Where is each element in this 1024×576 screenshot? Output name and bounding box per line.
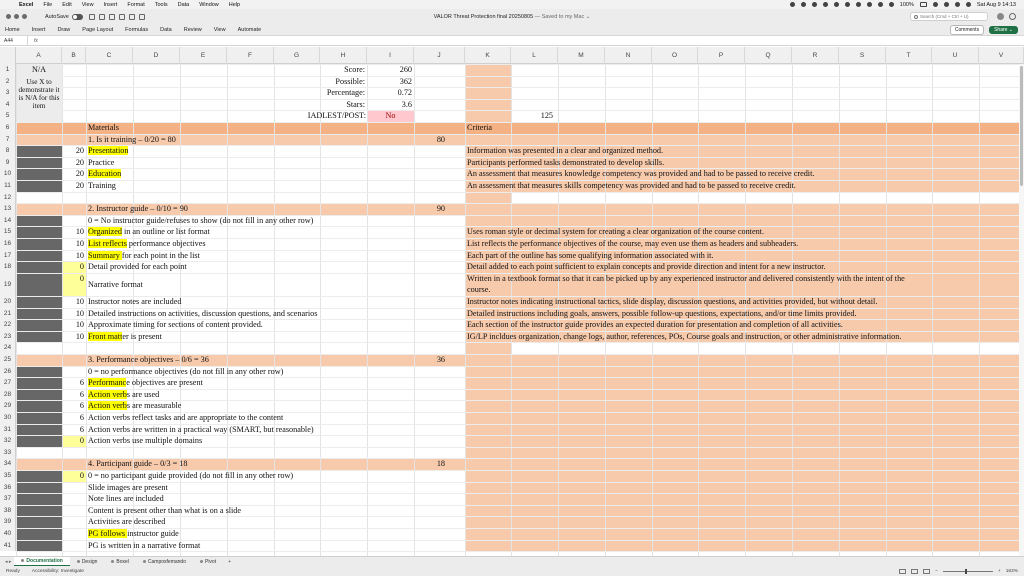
row-header-31[interactable]: 31 <box>0 424 16 436</box>
tab-home[interactable]: Home <box>5 26 20 33</box>
zoom-slider[interactable] <box>943 571 993 572</box>
criteria-header[interactable]: Criteria <box>467 123 493 132</box>
zoom-window-button[interactable] <box>22 14 27 19</box>
spotlight-icon[interactable] <box>944 2 949 7</box>
column-header-b[interactable]: B <box>62 47 86 64</box>
grid-row-line <box>16 389 1024 390</box>
sheet-icon <box>200 560 203 563</box>
score-cell[interactable]: 6 <box>79 424 84 434</box>
possible-value[interactable]: 362 <box>399 76 412 86</box>
score-cell[interactable]: 6 <box>79 389 84 399</box>
row-header-40[interactable]: 40 <box>0 528 16 540</box>
status-app-icon[interactable] <box>878 2 883 7</box>
section-title[interactable]: 3. Performance objectives – 0/6 = 36 <box>88 355 209 364</box>
row-header-7[interactable]: 7 <box>0 134 16 146</box>
material-item[interactable] <box>88 400 181 412</box>
grid-row-line <box>16 99 1024 100</box>
menu-tools[interactable]: Tools <box>154 1 168 8</box>
grid-row-line <box>16 87 1024 88</box>
row-header-30[interactable]: 30 <box>0 412 16 424</box>
highlighted-keyword: List reflects <box>88 239 127 248</box>
control-center-icon[interactable] <box>955 2 960 7</box>
grid-row-line <box>16 192 1024 193</box>
status-menu-area <box>790 2 1024 8</box>
tab-automate[interactable]: Automate <box>237 26 262 33</box>
criteria-text[interactable]: Detail added to each point sufficient to explain concepts and provide direction and intent for a new instructor. <box>467 262 826 272</box>
column-header-n[interactable]: N <box>605 47 652 64</box>
sheet-icon <box>111 560 114 563</box>
column-header-e[interactable]: E <box>180 47 227 64</box>
column-headers <box>0 47 1024 64</box>
material-item[interactable]: Practice <box>88 157 115 167</box>
row-header-17[interactable]: 17 <box>0 250 16 262</box>
cell-text: performance objectives <box>126 239 206 248</box>
grid-row-line <box>16 516 1024 517</box>
row-header-19[interactable]: 19 <box>0 273 16 296</box>
tab-insert[interactable]: Insert <box>31 26 46 33</box>
status-app-icon[interactable] <box>790 2 795 7</box>
tab-review[interactable]: Review <box>183 26 202 33</box>
row-header-1[interactable]: 1 <box>0 64 16 76</box>
score-cell[interactable]: 10 <box>75 239 84 248</box>
sheet-tab-label: Pivot <box>204 558 217 565</box>
material-item-education[interactable] <box>88 168 121 180</box>
sheet-tab-pivot[interactable] <box>193 559 223 565</box>
score-cell[interactable]: 6 <box>79 378 84 388</box>
sheet-nav-arrows[interactable]: ◂ ▸ <box>5 558 12 565</box>
headphones-icon[interactable] <box>845 2 850 7</box>
row-header-26[interactable]: 26 <box>0 366 16 378</box>
material-item[interactable] <box>88 389 159 401</box>
cell-text: s are measurable <box>126 401 182 411</box>
materials-header-row-fill <box>16 122 1024 134</box>
criteria-area-fill <box>465 192 511 204</box>
column-header-h[interactable]: H <box>320 47 367 64</box>
criteria-text[interactable]: Participants performed tasks demonstrated to develop skills. <box>467 157 665 167</box>
page-layout-view-icon[interactable] <box>911 569 918 574</box>
column-header-u[interactable]: U <box>932 47 979 64</box>
row-header-18[interactable]: 18 <box>0 261 16 273</box>
highlighted-keyword: PG follows <box>88 529 128 538</box>
function-icon[interactable]: fx <box>34 37 38 44</box>
row-header-4[interactable]: 4 <box>0 99 16 111</box>
more-icon[interactable] <box>139 14 145 20</box>
material-item[interactable] <box>88 238 206 250</box>
status-app-icon[interactable] <box>867 2 872 7</box>
material-item[interactable]: Action verbs are written in a practical way (SMART, but reasonable) <box>88 424 314 434</box>
sheet-icon <box>77 560 80 563</box>
ribbon-tabs <box>0 24 1024 36</box>
menu-view[interactable]: View <box>81 1 94 8</box>
document-name[interactable]: VALOR Threat Protection final 20250805 <box>433 13 534 20</box>
section-total[interactable]: 80 <box>436 134 445 144</box>
sheet-tab-label: Boxel <box>116 558 129 565</box>
row-header-6[interactable]: 6 <box>0 122 16 134</box>
search-icon <box>914 15 918 19</box>
column-header-o[interactable]: O <box>652 47 698 64</box>
menu-data[interactable]: Data <box>177 1 190 8</box>
iadlest-value[interactable]: No <box>385 111 396 121</box>
grid-row-line <box>16 493 1024 494</box>
column-header-m[interactable]: M <box>558 47 605 64</box>
save-icon[interactable] <box>99 14 105 20</box>
row-header-33[interactable]: 33 <box>0 447 16 459</box>
material-item[interactable] <box>88 226 210 238</box>
row-header-12[interactable]: 12 <box>0 192 16 204</box>
vertical-scrollbar[interactable] <box>1019 64 1024 556</box>
column-header-v[interactable]: V <box>979 47 1024 64</box>
ribbon-actions <box>950 25 1024 35</box>
criteria-header-fill <box>465 64 511 122</box>
material-item[interactable] <box>88 377 203 389</box>
tab-view[interactable]: View <box>213 26 226 33</box>
cell-text: in an outline or list format <box>121 227 210 237</box>
sheet-tab-label: Camposfemando <box>147 558 186 565</box>
status-app-icon[interactable] <box>834 2 839 7</box>
row-header-13[interactable]: 13 <box>0 203 16 215</box>
cell-l5[interactable]: 125 <box>540 111 553 121</box>
row-header-24[interactable]: 24 <box>0 342 16 354</box>
mac-menu-bar <box>0 0 1024 9</box>
row-header-14[interactable]: 14 <box>0 215 16 227</box>
grid-row-line <box>16 342 1024 343</box>
column-header-q[interactable]: Q <box>745 47 792 64</box>
section-title[interactable]: 2. Instructor guide – 0/10 = 90 <box>88 204 188 214</box>
select-all-corner[interactable] <box>0 47 16 64</box>
score-label[interactable]: Score: <box>344 65 365 74</box>
material-item[interactable]: Slide images are present <box>88 482 168 492</box>
highlighted-keyword: Action verb <box>88 401 127 411</box>
column-header-c[interactable]: C <box>86 47 133 64</box>
materials-header[interactable]: Materials <box>88 123 119 132</box>
account-avatar[interactable] <box>997 13 1004 20</box>
zoom-level[interactable]: 163% <box>1005 568 1018 574</box>
cell-text: e objectives are present <box>126 378 203 388</box>
section-title[interactable]: 4. Participant guide – 0/3 = 18 <box>88 459 188 469</box>
material-item[interactable]: 0 = no participant guide provided (do not fill in any other row) <box>88 471 294 480</box>
status-app-icon[interactable] <box>856 2 861 7</box>
row-header-5[interactable]: 5 <box>0 110 16 122</box>
page-break-view-icon[interactable] <box>923 569 930 574</box>
battery-percent: 100% <box>899 1 914 8</box>
criteria-text[interactable]: Detailed instructions including goals, answers, possible follow-up questions, expectations, and/or time limits provided. <box>467 308 857 318</box>
share-button[interactable]: Share ⌄ <box>989 26 1018 34</box>
scrollbar-thumb[interactable] <box>1020 66 1023 186</box>
menu-format[interactable]: Format <box>127 1 145 8</box>
material-item[interactable] <box>88 250 200 262</box>
redo-icon[interactable] <box>129 14 135 20</box>
criteria-text[interactable]: Each section of the instructor guide provides an expected duration for presentation and completion of all activities. <box>467 320 843 330</box>
name-box[interactable]: A44 <box>0 36 28 45</box>
tab-data[interactable]: Data <box>160 26 172 33</box>
criteria-text[interactable]: IG/LP incldues organization, change logs, author, references, POs, Course goals and instruction, or other administrative information. <box>467 331 902 341</box>
material-item[interactable]: Narrative format <box>88 279 143 289</box>
score-cell[interactable]: 0 <box>79 262 84 272</box>
sheet-tab-label: Design <box>81 558 98 565</box>
add-sheet-button[interactable]: + <box>228 558 232 565</box>
row-header-21[interactable]: 21 <box>0 308 16 320</box>
score-cell[interactable]: 20 <box>75 181 84 190</box>
score-cell[interactable]: 10 <box>75 308 84 318</box>
print-icon[interactable] <box>109 14 115 20</box>
material-item[interactable]: Detailed instructions on activities, discussion questions, and scenarios <box>88 308 318 318</box>
status-app-icon[interactable] <box>812 2 817 7</box>
material-item[interactable]: Training <box>88 181 116 190</box>
status-ready: Ready <box>6 568 20 574</box>
score-cell[interactable]: 0 <box>79 273 84 283</box>
score-cell[interactable]: 10 <box>75 227 84 237</box>
row-header-8[interactable]: 8 <box>0 145 16 157</box>
material-item[interactable]: Detail provided for each point <box>88 262 187 272</box>
autosave-control <box>45 14 83 20</box>
window-title-bar <box>0 9 1024 24</box>
close-window-button[interactable] <box>6 14 11 19</box>
row-header-37[interactable]: 37 <box>0 493 16 505</box>
column-header-s[interactable]: S <box>839 47 886 64</box>
material-item[interactable]: Note lines are included <box>88 494 164 504</box>
stars-value[interactable]: 3.6 <box>401 99 412 109</box>
criteria-text[interactable]: Instructor notes indicating instructional tactics, slide display, discussion questions, and activities provided, but without detail. <box>467 297 878 306</box>
menu-edit[interactable]: Edit <box>62 1 72 8</box>
material-item[interactable]: PG is written in a narrative format <box>88 540 201 550</box>
undo-icon[interactable] <box>119 14 125 20</box>
grid-row-line <box>16 76 1024 77</box>
quick-access-toolbar <box>89 14 145 20</box>
row-header-10[interactable]: 10 <box>0 168 16 180</box>
menu-insert[interactable]: Insert <box>103 1 118 8</box>
siri-icon[interactable] <box>966 2 971 7</box>
criteria-text[interactable]: An assessment that measures skills competency was provided and had to be passed to receive credit. <box>467 181 796 190</box>
zoom-out-icon[interactable]: − <box>935 568 938 574</box>
settings-icon[interactable] <box>1009 13 1016 20</box>
score-cell[interactable]: 0 <box>79 471 84 480</box>
sheet-tab-design[interactable] <box>70 559 105 565</box>
section-total[interactable]: 36 <box>436 355 445 364</box>
grid-row-line <box>16 122 1024 123</box>
material-item[interactable]: Instructor notes are included <box>88 297 182 306</box>
view-controls <box>899 569 1024 574</box>
cell-text: for each point in the list <box>121 250 200 260</box>
grid-row-line <box>16 551 1024 552</box>
row-header-36[interactable]: 36 <box>0 482 16 494</box>
row-header-35[interactable]: 35 <box>0 470 16 482</box>
row-header-28[interactable]: 28 <box>0 389 16 401</box>
accessibility-status[interactable]: Accessibility: Investigate <box>31 568 84 574</box>
column-header-t[interactable]: T <box>886 47 932 64</box>
sheet-tab-bar <box>0 556 1024 566</box>
row-header-32[interactable]: 32 <box>0 435 16 447</box>
material-item[interactable]: 0 = No instructor guide/refuses to show (do not fill in any other row) <box>88 215 314 225</box>
score-cell[interactable]: 10 <box>75 320 84 330</box>
row-header-22[interactable]: 22 <box>0 319 16 331</box>
criteria-text[interactable]: List reflects the performance objectives of the course, may even use them as headers and subheaders. <box>467 239 799 248</box>
column-header-r[interactable]: R <box>792 47 839 64</box>
column-header-g[interactable]: G <box>274 47 320 64</box>
sheet-tab-camposfemando[interactable] <box>136 559 193 565</box>
na-column-fill <box>16 215 62 343</box>
criteria-area-fill <box>465 342 511 354</box>
score-cell[interactable]: 20 <box>75 146 84 156</box>
row-header-3[interactable]: 3 <box>0 87 16 99</box>
material-item[interactable]: Action verbs use multiple domains <box>88 436 203 446</box>
section-title[interactable]: 1. Is it training – 0/20 = 80 <box>88 134 176 144</box>
column-header-i[interactable]: I <box>367 47 414 64</box>
material-item[interactable]: 0 = no performance objectives (do not fill in any other row) <box>88 366 284 376</box>
score-cell[interactable]: 10 <box>75 250 84 260</box>
grid-row-line <box>16 447 1024 448</box>
zoom-in-icon[interactable]: + <box>997 568 1001 574</box>
status-app-icon[interactable] <box>889 2 894 7</box>
row-header-34[interactable]: 34 <box>0 458 16 470</box>
criteria-text[interactable]: An assessment that measures knowledge competency was provided and had to be passed to receive credit. <box>467 169 815 179</box>
save-status[interactable]: — Saved to my Mac ⌄ <box>534 13 591 20</box>
column-header-l[interactable]: L <box>511 47 558 64</box>
material-item[interactable] <box>88 528 179 540</box>
formula-bar <box>0 36 1024 46</box>
highlighted-keyword: Action verb <box>88 389 127 399</box>
bluetooth-icon[interactable] <box>823 2 828 7</box>
column-header-f[interactable]: F <box>227 47 274 64</box>
document-title <box>0 14 1024 20</box>
minimize-window-button[interactable] <box>14 14 19 19</box>
material-item[interactable]: Activities are described <box>88 517 166 527</box>
tab-page-layout[interactable]: Page Layout <box>82 26 114 33</box>
criteria-text[interactable]: Information was presented in a clear and organized method. <box>467 146 664 156</box>
column-header-p[interactable]: P <box>698 47 745 64</box>
worksheet-grid[interactable] <box>0 47 1024 556</box>
grid-row-line <box>16 64 1024 65</box>
menu-file[interactable]: File <box>43 1 53 8</box>
sheet-tab-label: Documentation <box>26 557 63 564</box>
score-value[interactable]: 260 <box>399 65 412 74</box>
column-header-a[interactable]: A <box>16 47 62 64</box>
section-total[interactable]: 90 <box>436 204 445 214</box>
highlighted-keyword: Performanc <box>88 378 127 388</box>
score-cell[interactable]: 6 <box>79 401 84 411</box>
wifi-icon[interactable] <box>933 2 938 7</box>
material-item[interactable]: Action verbs reflect tasks and are appropriate to the content <box>88 413 284 422</box>
home-icon[interactable] <box>89 14 95 20</box>
material-item[interactable]: Approximate timing for sections of content provided. <box>88 320 263 330</box>
criteria-text[interactable]: course. <box>467 285 491 295</box>
autosave-label: AutoSave <box>45 13 69 20</box>
search-box[interactable] <box>910 12 988 21</box>
row-header-29[interactable]: 29 <box>0 400 16 412</box>
highlighted-keyword: Organized <box>88 227 122 237</box>
menu-window[interactable]: Window <box>199 1 219 8</box>
sheet-icon <box>143 560 146 563</box>
row-header-16[interactable]: 16 <box>0 238 16 250</box>
sheet-icon <box>21 559 24 562</box>
score-cell[interactable]: 10 <box>75 331 84 341</box>
material-item[interactable]: Content is present other than what is on a slide <box>88 505 242 515</box>
battery-icon[interactable] <box>920 2 927 7</box>
search-placeholder: Search (Cmd + Ctrl + U) <box>920 14 969 19</box>
normal-view-icon[interactable] <box>899 569 906 574</box>
window-controls <box>0 14 27 19</box>
row-header-39[interactable]: 39 <box>0 516 16 528</box>
menu-app-name[interactable]: Excel <box>19 1 34 8</box>
cell-a1-na[interactable]: N/A <box>31 65 47 74</box>
score-cell[interactable]: 6 <box>79 413 84 422</box>
row-header-23[interactable]: 23 <box>0 331 16 343</box>
column-header-j[interactable]: J <box>414 47 465 64</box>
criteria-text[interactable]: Written in a textbook format so that it can be picked up by any experienced instructor and delivered consistently with the intent of the <box>467 273 905 283</box>
cell-text: instructor guide <box>127 529 179 538</box>
criteria-text[interactable]: Each part of the outline has some qualifying information associated with it. <box>467 250 714 260</box>
highlighted-keyword: Front matt <box>88 331 123 341</box>
score-cell[interactable]: 10 <box>75 297 84 306</box>
percentage-value[interactable]: 0.72 <box>397 88 412 98</box>
sheet-tab-documentation[interactable] <box>14 557 69 567</box>
status-app-icon[interactable] <box>801 2 806 7</box>
row-header-11[interactable]: 11 <box>0 180 16 192</box>
row-header-15[interactable]: 15 <box>0 226 16 238</box>
row-header-2[interactable]: 2 <box>0 76 16 88</box>
cell-text: er is present <box>122 331 162 341</box>
sheet-tab-boxel[interactable] <box>104 559 136 565</box>
autosave-toggle[interactable] <box>72 14 83 20</box>
possible-label[interactable]: Possible: <box>335 76 365 86</box>
cell-text: s are used <box>126 389 160 399</box>
column-header-k[interactable]: K <box>465 47 511 64</box>
row-header-9[interactable]: 9 <box>0 157 16 169</box>
highlighted-keyword: Education <box>88 169 122 179</box>
percentage-label[interactable]: Percentage: <box>326 88 365 98</box>
row-header-20[interactable]: 20 <box>0 296 16 308</box>
row-header-41[interactable]: 41 <box>0 540 16 552</box>
row-header-38[interactable]: 38 <box>0 505 16 517</box>
menu-help[interactable]: Help <box>228 1 241 8</box>
highlighted-keyword: Summary <box>88 250 122 260</box>
tab-formulas[interactable]: Formulas <box>125 26 149 33</box>
section-total[interactable]: 18 <box>436 459 445 469</box>
clock[interactable]: Sat Aug 9 14:13 <box>976 1 1016 8</box>
material-item[interactable] <box>88 331 162 343</box>
column-header-d[interactable]: D <box>133 47 180 64</box>
status-bar <box>0 566 1024 576</box>
material-item-presentation[interactable] <box>88 145 128 157</box>
score-cell[interactable]: 0 <box>79 436 84 446</box>
tab-draw[interactable]: Draw <box>57 26 71 33</box>
stars-label[interactable]: Stars: <box>346 99 365 109</box>
iadlest-label[interactable]: IADLEST/POST: <box>307 111 366 121</box>
criteria-text[interactable]: Uses roman style or decimal system for creating a clear organization of the course content. <box>467 227 764 237</box>
comments-button[interactable]: Comments <box>950 25 984 35</box>
highlighted-keyword: Presentation <box>88 146 129 156</box>
score-cell[interactable]: 20 <box>75 157 84 167</box>
row-header-27[interactable]: 27 <box>0 377 16 389</box>
score-cell[interactable]: 20 <box>75 169 84 179</box>
row-header-25[interactable]: 25 <box>0 354 16 366</box>
cell-a2-instruction[interactable]: Use X to demonstrate it is N/A for this item <box>18 77 60 110</box>
